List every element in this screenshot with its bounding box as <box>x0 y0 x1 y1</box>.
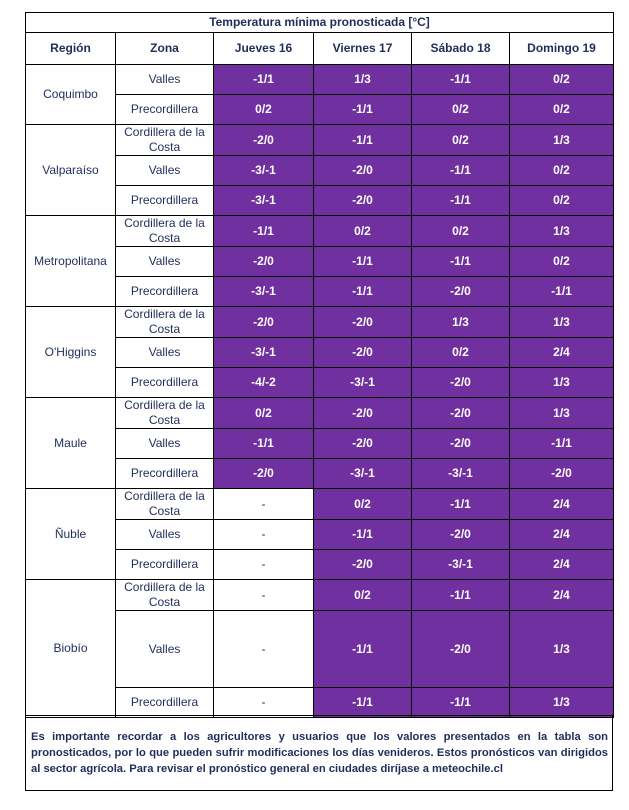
temperature-cell: -2/0 <box>314 398 412 429</box>
temperature-cell: 0/2 <box>510 247 614 277</box>
temperature-cell: -3/-1 <box>214 186 314 216</box>
temperature-cell: -1/1 <box>412 489 510 520</box>
temperature-cell: - <box>214 489 314 520</box>
temperature-cell: -1/1 <box>314 125 412 156</box>
temperature-cell: -2/0 <box>214 307 314 338</box>
column-header: Domingo 19 <box>510 33 614 65</box>
temperature-cell: -2/0 <box>412 368 510 398</box>
zona-cell: Precordillera <box>116 186 214 216</box>
temperature-cell: -1/1 <box>412 186 510 216</box>
temperature-cell: -2/0 <box>412 429 510 459</box>
temperature-cell: - <box>214 580 314 611</box>
zona-cell: Precordillera <box>116 277 214 307</box>
temperature-cell: -1/1 <box>412 580 510 611</box>
table-row <box>26 65 614 95</box>
zona-cell: Valles <box>116 520 214 550</box>
temperature-cell: 1/3 <box>510 688 614 718</box>
zona-cell: Precordillera <box>116 368 214 398</box>
zona-cell: Valles <box>116 65 214 95</box>
temperature-cell: 0/2 <box>214 95 314 125</box>
region-cell: Biobío <box>26 580 116 718</box>
temperature-cell: -4/-2 <box>214 368 314 398</box>
table-row <box>26 125 614 156</box>
temperature-cell: -2/0 <box>412 277 510 307</box>
temperature-cell: -2/0 <box>314 307 412 338</box>
zona-cell: Precordillera <box>116 550 214 580</box>
temperature-cell: 1/3 <box>510 125 614 156</box>
zona-cell: Cordillera de la Costa <box>116 307 214 338</box>
temperature-cell: -3/-1 <box>412 550 510 580</box>
temperature-cell: -1/1 <box>412 688 510 718</box>
zona-cell: Cordillera de la Costa <box>116 580 214 611</box>
temperature-cell: 0/2 <box>214 398 314 429</box>
temperature-cell: -2/0 <box>314 156 412 186</box>
temperature-cell: 2/4 <box>510 550 614 580</box>
temperature-cell: 1/3 <box>510 368 614 398</box>
region-cell: Valparaíso <box>26 125 116 216</box>
disclaimer-note: Es importante recordar a los agricultores y usuarios que los valores presentados en la tabla son pronosticados, por lo que pueden sufrir modificaciones los días venideros. Estos pronósticos van dirigidos al sector agrícola. Para revisar el pronóstico general en ciudades diríjase a meteochile.cl <box>25 715 613 791</box>
temperature-cell: -1/1 <box>510 277 614 307</box>
temperature-cell: -1/1 <box>214 429 314 459</box>
temperature-cell: -3/-1 <box>214 277 314 307</box>
temperature-cell: 0/2 <box>510 95 614 125</box>
region-cell: Metropolitana <box>26 216 116 307</box>
zona-cell: Cordillera de la Costa <box>116 489 214 520</box>
column-header: Viernes 17 <box>314 33 412 65</box>
table-body <box>26 65 614 718</box>
forecast-table <box>25 12 614 718</box>
zona-cell: Cordillera de la Costa <box>116 125 214 156</box>
temperature-cell: 2/4 <box>510 338 614 368</box>
temperature-cell: - <box>214 688 314 718</box>
temperature-cell: 2/4 <box>510 580 614 611</box>
temperature-cell: 0/2 <box>314 216 412 247</box>
header-row <box>26 33 614 65</box>
zona-cell: Valles <box>116 247 214 277</box>
temperature-cell: 2/4 <box>510 520 614 550</box>
temperature-cell: 1/3 <box>510 398 614 429</box>
temperature-cell: 0/2 <box>412 125 510 156</box>
column-header: Sábado 18 <box>412 33 510 65</box>
table-row <box>26 216 614 247</box>
temperature-cell: 1/3 <box>412 307 510 338</box>
zona-cell: Valles <box>116 429 214 459</box>
temperature-cell: -2/0 <box>412 398 510 429</box>
temperature-cell: 0/2 <box>510 186 614 216</box>
temperature-cell: 1/3 <box>314 65 412 95</box>
temperature-cell: -3/-1 <box>214 338 314 368</box>
temperature-cell: -2/0 <box>412 611 510 688</box>
temperature-cell: 1/3 <box>510 216 614 247</box>
table-row <box>26 398 614 429</box>
temperature-cell: 0/2 <box>314 580 412 611</box>
temperature-cell: -2/0 <box>214 247 314 277</box>
table-row <box>26 307 614 338</box>
temperature-cell: -2/0 <box>314 338 412 368</box>
temperature-cell: -1/1 <box>412 247 510 277</box>
temperature-cell: -3/-1 <box>412 459 510 489</box>
temperature-cell: 0/2 <box>314 489 412 520</box>
temperature-cell: -2/0 <box>214 125 314 156</box>
temperature-cell: 1/3 <box>510 307 614 338</box>
temperature-cell: -1/1 <box>314 95 412 125</box>
zona-cell: Cordillera de la Costa <box>116 216 214 247</box>
column-header: Región <box>26 33 116 65</box>
temperature-cell: 0/2 <box>412 338 510 368</box>
temperature-cell: -1/1 <box>314 277 412 307</box>
temperature-cell: 0/2 <box>412 95 510 125</box>
zona-cell: Valles <box>116 338 214 368</box>
temperature-cell: -1/1 <box>214 216 314 247</box>
temperature-cell: -1/1 <box>314 520 412 550</box>
temperature-cell: -2/0 <box>214 459 314 489</box>
region-cell: Coquimbo <box>26 65 116 125</box>
temperature-cell: -1/1 <box>314 611 412 688</box>
temperature-cell: -3/-1 <box>314 459 412 489</box>
temperature-cell: -2/0 <box>314 429 412 459</box>
table-row <box>26 489 614 520</box>
zona-cell: Cordillera de la Costa <box>116 398 214 429</box>
column-header: Zona <box>116 33 214 65</box>
temperature-cell: -3/-1 <box>214 156 314 186</box>
temperature-cell: - <box>214 550 314 580</box>
temperature-cell: 0/2 <box>510 65 614 95</box>
region-cell: Ñuble <box>26 489 116 580</box>
temperature-cell: - <box>214 611 314 688</box>
temperature-cell: 0/2 <box>412 216 510 247</box>
temperature-cell: -1/1 <box>412 65 510 95</box>
temperature-cell: 0/2 <box>510 156 614 186</box>
region-cell: O'Higgins <box>26 307 116 398</box>
temperature-cell: -2/0 <box>314 550 412 580</box>
table-title: Temperatura mínima pronosticada [°C] <box>26 13 614 33</box>
temperature-cell: -1/1 <box>314 688 412 718</box>
temperature-cell: -1/1 <box>214 65 314 95</box>
temperature-cell: -2/0 <box>510 459 614 489</box>
temperature-cell: 1/3 <box>510 611 614 688</box>
column-header: Jueves 16 <box>214 33 314 65</box>
temperature-cell: -1/1 <box>510 429 614 459</box>
region-cell: Maule <box>26 398 116 489</box>
temperature-cell: -1/1 <box>412 156 510 186</box>
zona-cell: Precordillera <box>116 95 214 125</box>
temperature-cell: -2/0 <box>314 186 412 216</box>
zona-cell: Valles <box>116 156 214 186</box>
zona-cell: Valles <box>116 611 214 688</box>
forecast-table-container <box>25 12 613 718</box>
temperature-cell: -2/0 <box>412 520 510 550</box>
temperature-cell: 2/4 <box>510 489 614 520</box>
zona-cell: Precordillera <box>116 688 214 718</box>
temperature-cell: -3/-1 <box>314 368 412 398</box>
temperature-cell: - <box>214 520 314 550</box>
zona-cell: Precordillera <box>116 459 214 489</box>
temperature-cell: -1/1 <box>314 247 412 277</box>
table-row <box>26 580 614 611</box>
